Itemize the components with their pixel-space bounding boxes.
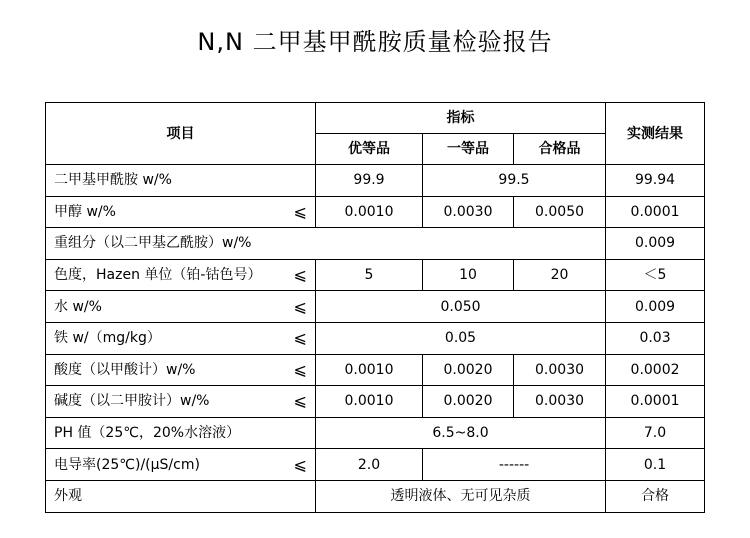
- le-symbol: ⩽: [293, 296, 307, 316]
- spec-cell: 6.5~8.0: [316, 417, 606, 449]
- row-label: 碱度（以二甲胺计）w/% ⩽: [46, 386, 316, 418]
- result-cell: 0.0001: [606, 386, 705, 418]
- spec-cell: 10: [423, 259, 514, 291]
- row-label: 酸度（以甲酸计）w/% ⩽: [46, 354, 316, 386]
- le-symbol: ⩽: [293, 265, 307, 285]
- result-cell: 合格: [606, 480, 705, 512]
- spec-cell: 0.0020: [423, 354, 514, 386]
- spec-cell: 2.0: [316, 449, 423, 481]
- row-label: 水 w/% ⩽: [46, 291, 316, 323]
- spec-cell: 0.050: [316, 291, 606, 323]
- result-cell: 7.0: [606, 417, 705, 449]
- table-row: [46, 196, 705, 228]
- table-row: [46, 228, 705, 260]
- row-label: 重组分（以二甲基乙酰胺）w/%: [46, 228, 606, 260]
- row-label: 铁 w/（mg/kg） ⩽: [46, 322, 316, 354]
- le-symbol: ⩽: [293, 454, 307, 474]
- le-symbol: ⩽: [293, 201, 307, 221]
- table-row: [46, 165, 705, 197]
- report-title: N,N 二甲基甲酰胺质量检验报告: [197, 28, 553, 56]
- row-label: PH 值（25℃，20%水溶液）: [46, 417, 316, 449]
- row-label: 电导率(25℃)/(μS/cm) ⩽: [46, 449, 316, 481]
- le-symbol: ⩽: [293, 328, 307, 348]
- le-symbol: ⩽: [293, 391, 307, 411]
- table-row: [46, 322, 705, 354]
- spec-cell: ------: [423, 449, 606, 481]
- table-row: [46, 291, 705, 323]
- header-result: 实测结果: [606, 103, 705, 165]
- spec-cell: 0.0010: [316, 386, 423, 418]
- table-row: [46, 449, 705, 481]
- header-spec: 指标: [316, 103, 606, 134]
- spec-cell: 0.0020: [423, 386, 514, 418]
- spec-cell: 0.05: [316, 322, 606, 354]
- quality-table: [45, 102, 705, 513]
- spec-cell: 0.0010: [316, 354, 423, 386]
- table-row: [46, 386, 705, 418]
- result-cell: 99.94: [606, 165, 705, 197]
- row-label: 二甲基甲酰胺 w/%: [46, 165, 316, 197]
- result-cell: 0.0002: [606, 354, 705, 386]
- result-cell: 0.03: [606, 322, 705, 354]
- spec-cell: 5: [316, 259, 423, 291]
- result-cell: ＜5: [606, 259, 705, 291]
- spec-cell: 0.0030: [514, 354, 606, 386]
- table-header-row: [46, 103, 705, 134]
- header-item: 项目: [46, 103, 316, 165]
- table-row: [46, 354, 705, 386]
- result-cell: 0.009: [606, 228, 705, 260]
- row-label: 色度，Hazen 单位（铂-钴色号） ⩽: [46, 259, 316, 291]
- result-cell: 0.0001: [606, 196, 705, 228]
- spec-cell: 0.0030: [423, 196, 514, 228]
- row-label: 外观: [46, 480, 316, 512]
- grade-qualified: 合格品: [514, 134, 606, 165]
- spec-cell: 0.0050: [514, 196, 606, 228]
- table-row: [46, 480, 705, 512]
- result-cell: 0.1: [606, 449, 705, 481]
- spec-cell: 0.0030: [514, 386, 606, 418]
- grade-premium: 优等品: [316, 134, 423, 165]
- le-symbol: ⩽: [293, 359, 307, 379]
- row-label: 甲醇 w/% ⩽: [46, 196, 316, 228]
- table-row: [46, 417, 705, 449]
- spec-cell: 99.5: [423, 165, 606, 197]
- result-cell: 0.009: [606, 291, 705, 323]
- spec-cell: 99.9: [316, 165, 423, 197]
- spec-cell: 透明液体、无可见杂质: [316, 480, 606, 512]
- spec-cell: 20: [514, 259, 606, 291]
- spec-cell: 0.0010: [316, 196, 423, 228]
- table-row: [46, 259, 705, 291]
- grade-first: 一等品: [423, 134, 514, 165]
